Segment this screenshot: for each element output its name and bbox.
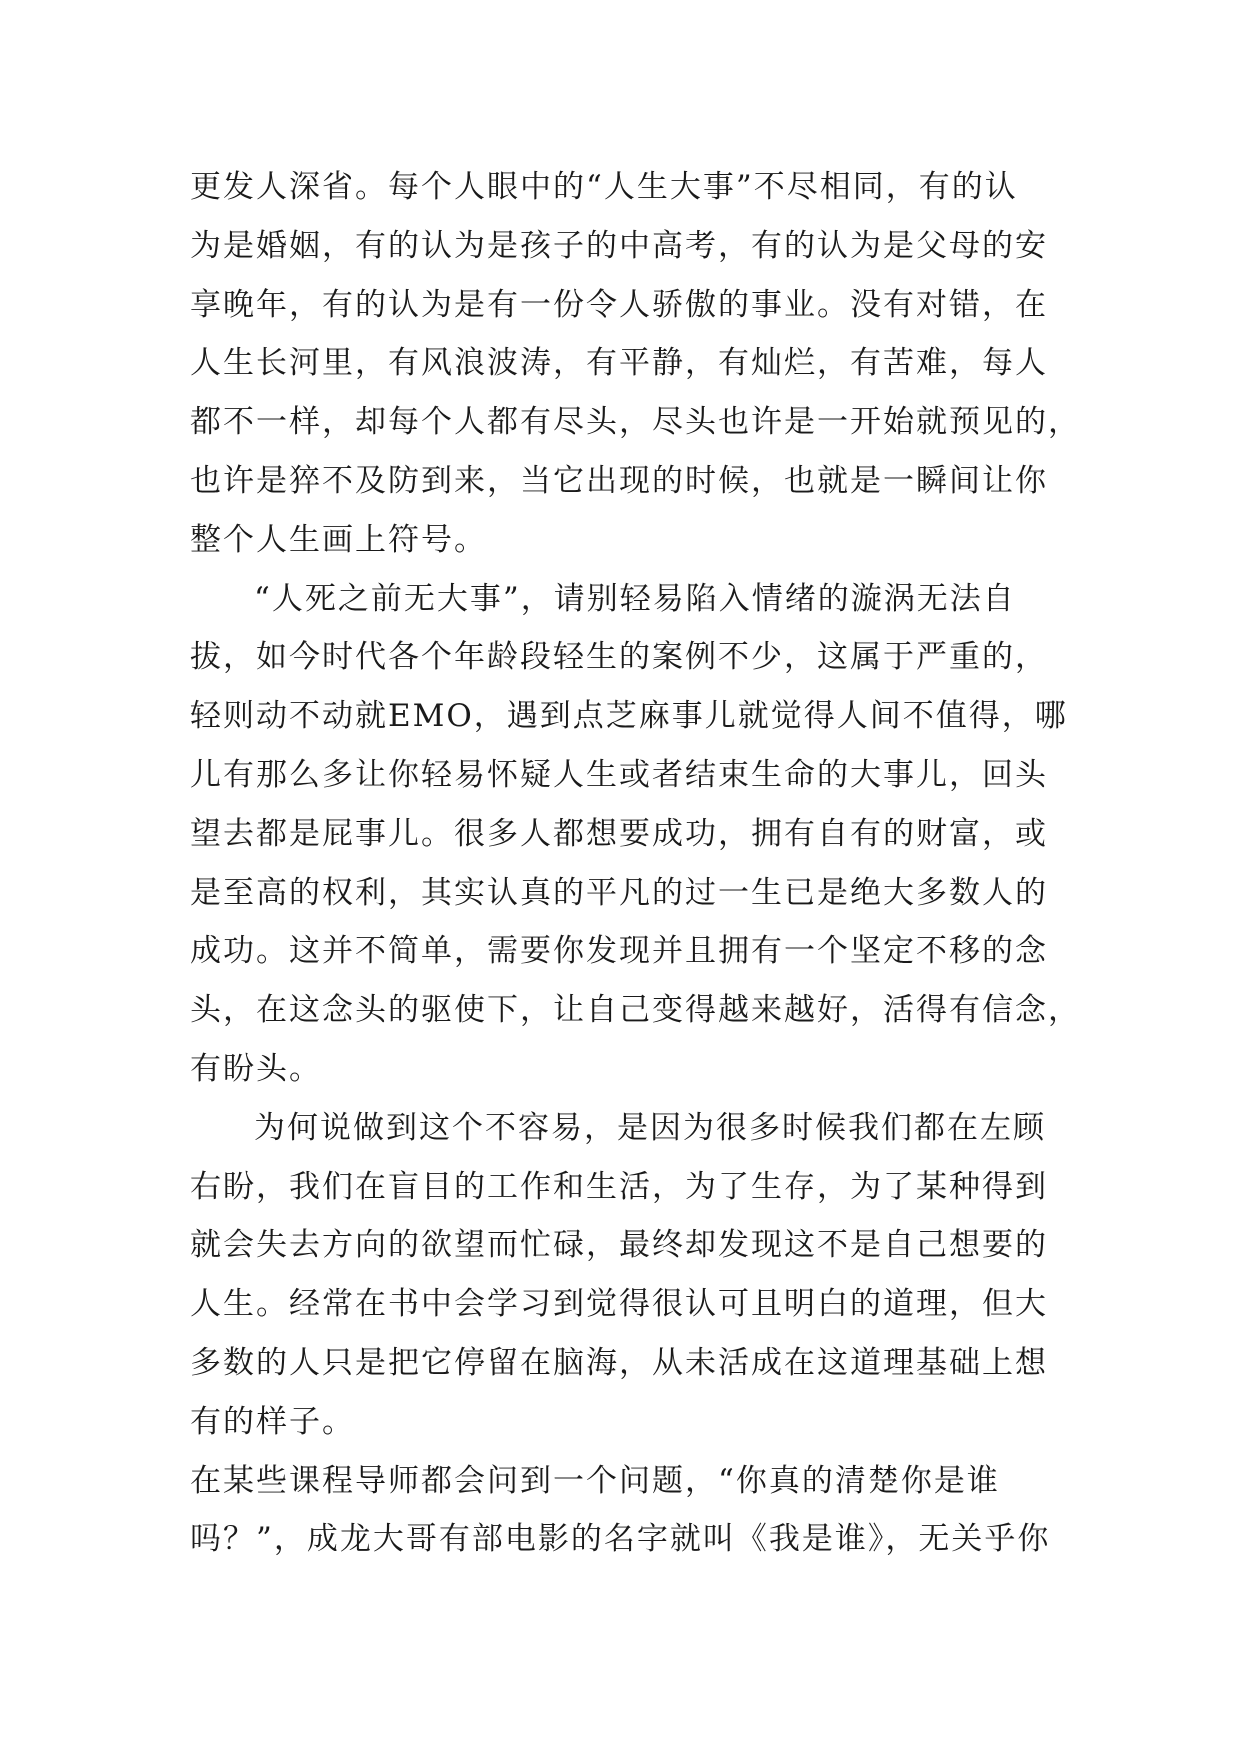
paragraph-first-line: 为何说做到这个不容易，是因为很多时候我们都在左顾 bbox=[254, 1109, 1046, 1146]
text-line: 就会失去方向的欲望而忙碌，最终却发现这不是自己想要的 bbox=[190, 1227, 1048, 1264]
text-line: 也许是猝不及防到来，当它出现的时候，也就是一瞬间让你 bbox=[190, 462, 1048, 499]
text-line: 人生长河里，有风浪波涛，有平静，有灿烂，有苦难，每人 bbox=[190, 345, 1048, 382]
text-line: 人生。经常在书中会学习到觉得很认可且明白的道理，但大 bbox=[190, 1286, 1048, 1323]
text-line: 成功。这并不简单，需要你发现并且拥有一个坚定不移的念 bbox=[190, 933, 1048, 970]
text-line: 都不一样，却每个人都有尽头，尽头也许是一开始就预见的， bbox=[190, 404, 1081, 441]
text-line: 为是婚姻，有的认为是孩子的中高考，有的认为是父母的安 bbox=[190, 227, 1048, 264]
body-text bbox=[190, 158, 1081, 1569]
text-line: 整个人生画上符号。 bbox=[190, 521, 487, 558]
paragraph-first-line: 在某些课程导师都会问到一个问题，“你真的清楚你是谁 bbox=[190, 1462, 1000, 1499]
text-line: 是至高的权利，其实认真的平凡的过一生已是绝大多数人的 bbox=[190, 874, 1048, 911]
text-line: 拔，如今时代各个年龄段轻生的案例不少，这属于严重的， bbox=[190, 639, 1048, 676]
text-line: 吗？”，成龙大哥有部电影的名字就叫《我是谁》，无关乎你 bbox=[190, 1521, 1051, 1558]
text-line: 有的样子。 bbox=[190, 1403, 355, 1440]
text-line: 多数的人只是把它停留在脑海，从未活成在这道理基础上想 bbox=[190, 1344, 1048, 1381]
text-line: 享晚年，有的认为是有一份令人骄傲的事业。没有对错，在 bbox=[190, 286, 1048, 323]
text-line: 右盼，我们在盲目的工作和生活，为了生存，为了某种得到 bbox=[190, 1168, 1048, 1205]
text-line: 望去都是屁事儿。很多人都想要成功，拥有自有的财富，或 bbox=[190, 815, 1048, 852]
text-line: 儿有那么多让你轻易怀疑人生或者结束生命的大事儿，回头 bbox=[190, 756, 1048, 793]
text-line: 更发人深省。每个人眼中的“人生大事”不尽相同，有的认 bbox=[190, 169, 1018, 205]
text-line: 头，在这念头的驱使下，让自己变得越来越好，活得有信念， bbox=[190, 992, 1081, 1029]
text-line: 有盼头。 bbox=[190, 1050, 322, 1087]
text-line: 轻则动不动就EMO，遇到点芝麻事儿就觉得人间不值得，哪 bbox=[190, 698, 1068, 735]
paragraph-first-line: “人死之前无大事”，请别轻易陷入情绪的漩涡无法自 bbox=[254, 580, 1016, 617]
